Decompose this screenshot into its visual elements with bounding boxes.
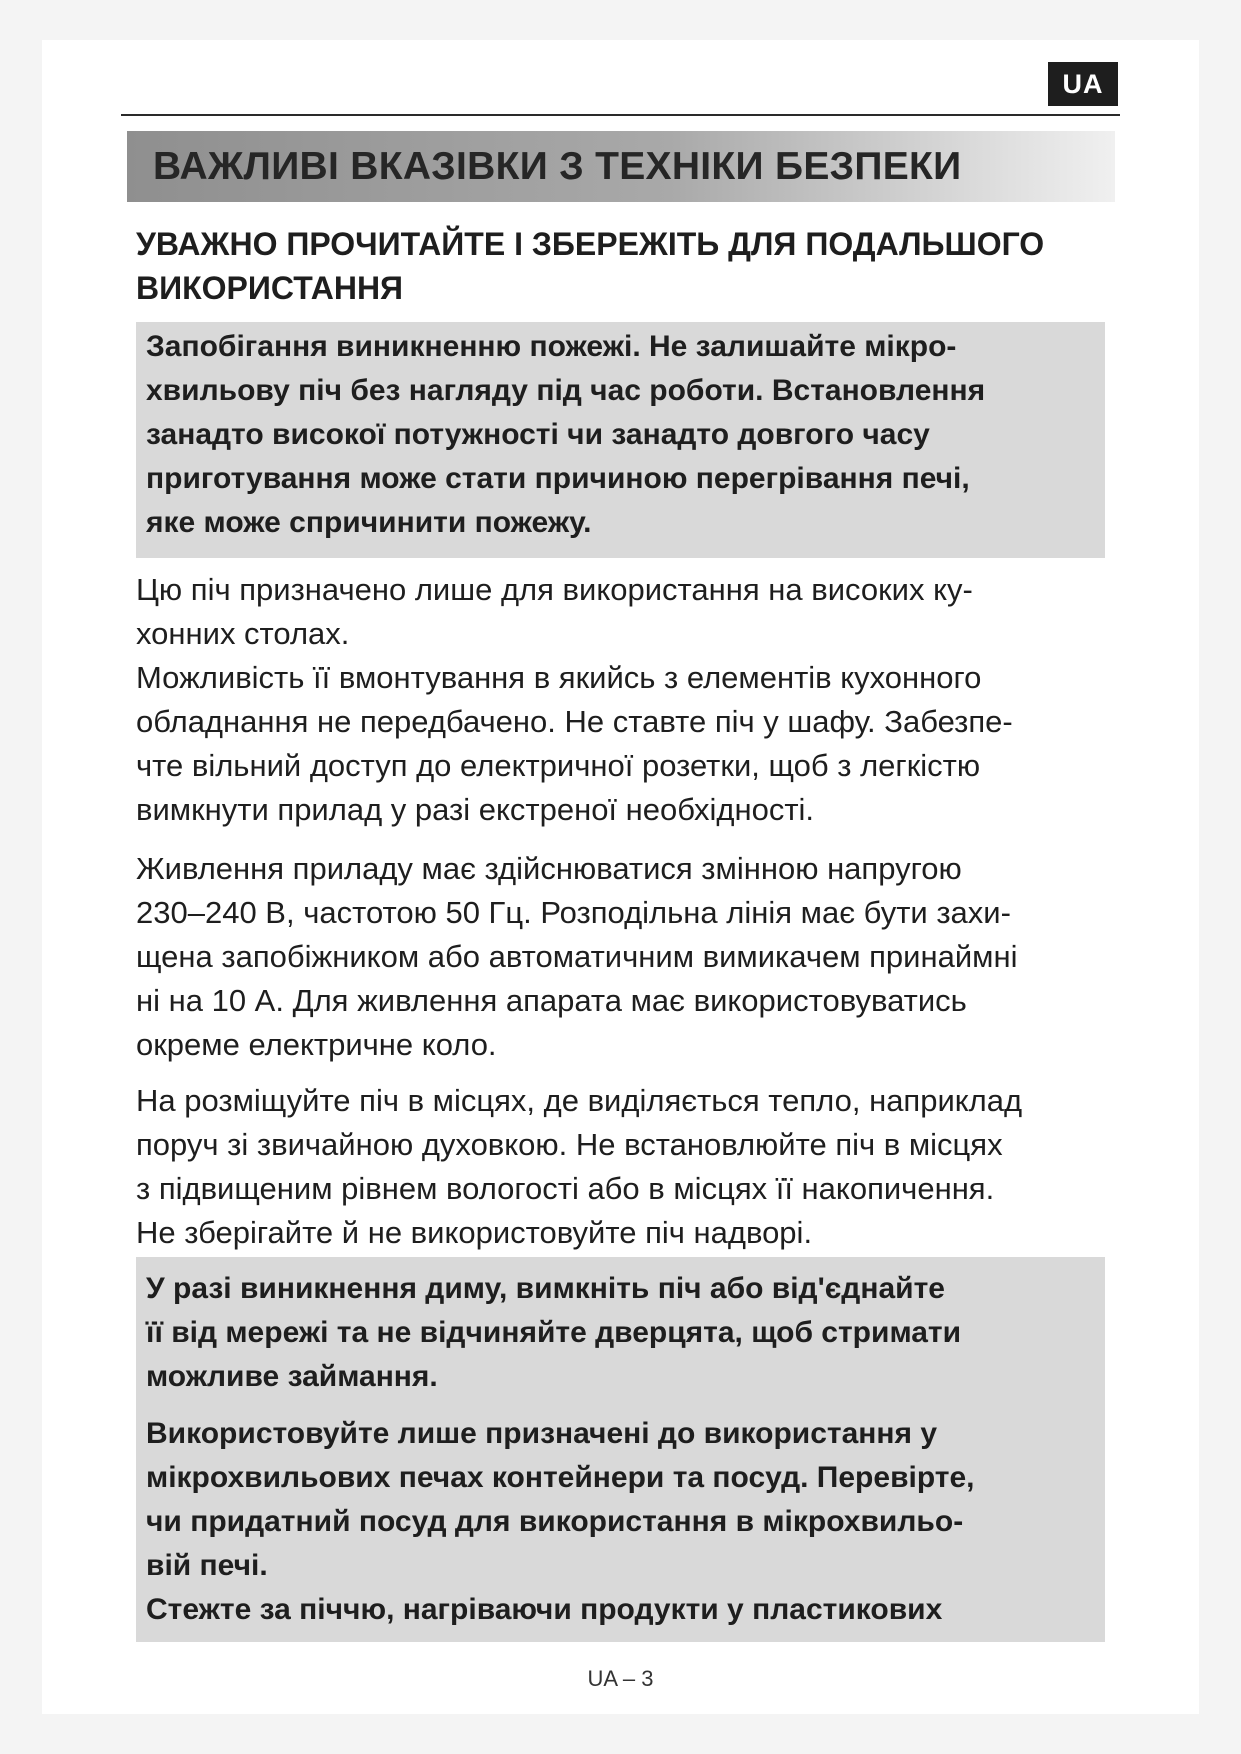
page-number: UA – 3 xyxy=(587,1666,654,1691)
location-line: На розміщуйте піч в місцях, де виділяється тепло, наприклад xyxy=(136,1083,1023,1118)
placement-line: обладнання не передбачено. Не ставте піч у шафу. Забезпе- xyxy=(136,704,1013,739)
subtitle xyxy=(136,222,1116,310)
placement-line: чте вільний доступ до електричної розетки, щоб з легкістю xyxy=(136,748,981,783)
header-divider xyxy=(121,114,1120,116)
power-line: окреме електричне коло. xyxy=(136,1027,497,1062)
location-line: з підвищеним рівнем вологості або в місцях її накопичення. xyxy=(136,1171,995,1206)
smoke-warning-line: У разі виникнення диму, вимкніть піч або від'єднайте xyxy=(146,1272,945,1305)
containers-warning-line: Стежте за піччю, нагріваючи продукти у пластикових xyxy=(146,1593,943,1626)
location-line: поруч зі звичайною духовкою. Не встановлюйте піч в місцях xyxy=(136,1127,1003,1162)
language-code: UA xyxy=(1062,68,1104,99)
power-line: 230–240 В, частотою 50 Гц. Розподільна лінія має бути захи- xyxy=(136,895,1011,930)
fire-warning-line: занадто високої потужності чи занадто довгого часу xyxy=(146,418,930,451)
placement-paragraph xyxy=(136,568,1121,832)
placement-line: Можливість її вмонтування в якийсь з елементів кухонного xyxy=(136,660,982,695)
placement-line: Цю піч призначено лише для використання на високих ку- xyxy=(136,572,973,607)
title-banner xyxy=(127,131,1115,202)
smoke-warning-line: її від мережі та не відчиняйте дверцята, щоб стримати xyxy=(146,1316,962,1349)
fire-warning-line: яке може спричинити пожежу. xyxy=(146,506,592,539)
fire-warning-line: хвильову піч без нагляду під час роботи. Встановлення xyxy=(146,374,986,407)
containers-warning-line: чи придатний посуд для використання в мікрохвильо- xyxy=(146,1505,964,1538)
location-paragraph xyxy=(136,1079,1121,1255)
smoke-warning-line: можливе займання. xyxy=(146,1360,438,1393)
power-paragraph xyxy=(136,847,1121,1067)
fire-warning-line: Запобігання виникненню пожежі. Не залишайте мікро- xyxy=(146,330,957,363)
fire-warning-line: приготування може стати причиною перегрівання печі, xyxy=(146,462,970,495)
subtitle-line: УВАЖНО ПРОЧИТАЙТЕ І ЗБЕРЕЖІТЬ ДЛЯ ПОДАЛЬШОГО xyxy=(136,226,1045,262)
power-line: Живлення приладу має здійснюватися змінною напругою xyxy=(136,851,962,886)
page-title: ВАЖЛИВІ ВКАЗІВКИ З ТЕХНІКИ БЕЗПЕКИ xyxy=(153,144,962,188)
fire-warning-box xyxy=(136,322,1105,558)
language-badge xyxy=(1048,62,1118,106)
containers-warning-line: вій печі. xyxy=(146,1549,268,1582)
placement-line: вимкнути прилад у разі екстреної необхідності. xyxy=(136,792,815,827)
placement-line: хонних столах. xyxy=(136,616,350,651)
smoke-and-containers-warning-box xyxy=(136,1257,1105,1642)
power-line: ні на 10 А. Для живлення апарата має використовуватись xyxy=(136,983,967,1018)
containers-warning-line: Використовуйте лише призначені до використання у xyxy=(146,1417,938,1450)
power-line: щена запобіжником або автоматичним вимикачем принаймні xyxy=(136,939,1018,974)
location-line: Не зберігайте й не використовуйте піч надворі. xyxy=(136,1215,813,1250)
containers-warning-line: мікрохвильових печах контейнери та посуд. Перевірте, xyxy=(146,1461,975,1494)
subtitle-line: ВИКОРИСТАННЯ xyxy=(136,270,404,306)
